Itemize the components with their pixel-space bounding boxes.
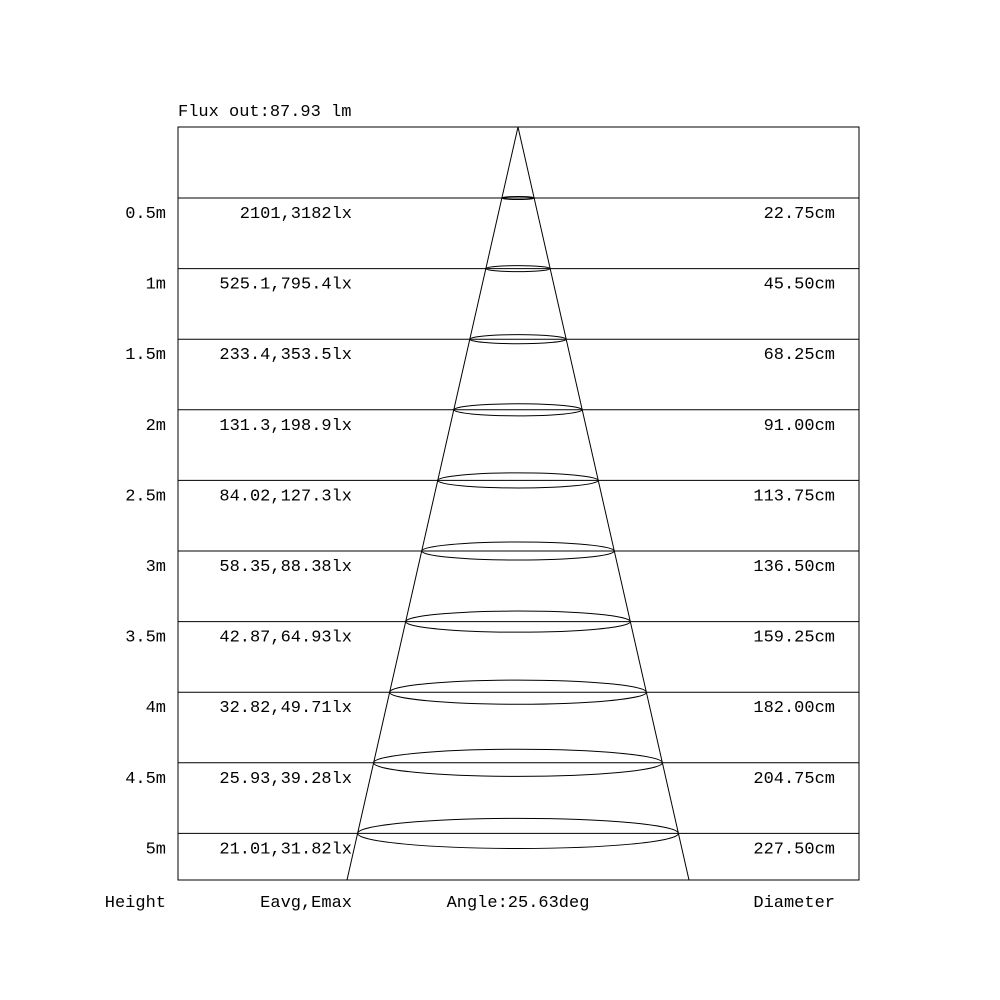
lux-column-label: Eavg,Emax	[260, 894, 352, 913]
row-height-label: 1m	[145, 275, 166, 295]
row-diameter-label: 45.50cm	[763, 275, 835, 295]
row-diameter-label: 182.00cm	[753, 699, 835, 719]
row-diameter-label: 136.50cm	[753, 558, 835, 577]
row-lux-label: 131.3,198.9lx	[219, 416, 352, 436]
row-height-label: 0.5m	[125, 205, 166, 224]
height-column-label: Height	[104, 894, 166, 913]
row-height-label: 2.5m	[125, 487, 166, 507]
rows-layer	[125, 196, 859, 859]
row-diameter-label: 91.00cm	[763, 416, 835, 436]
row-lux-label: 2101,3182lx	[239, 205, 352, 224]
row-diameter-label: 113.75cm	[753, 487, 835, 507]
row-diameter-label: 204.75cm	[753, 769, 835, 789]
beam-cone-right-edge	[518, 127, 689, 880]
row-lux-label: 84.02,127.3lx	[219, 487, 352, 507]
row-height-label: 2m	[145, 416, 166, 436]
row-lux-label: 42.87,64.93lx	[219, 628, 352, 648]
row-height-label: 4.5m	[125, 769, 166, 789]
row-diameter-label: 22.75cm	[763, 205, 835, 224]
row-diameter-label: 227.50cm	[753, 840, 835, 860]
row-lux-label: 525.1,795.4lx	[219, 275, 352, 295]
row-height-label: 4m	[145, 699, 166, 719]
diameter-column-label: Diameter	[753, 894, 835, 913]
row-diameter-label: 159.25cm	[753, 628, 835, 648]
row-height-label: 3m	[145, 558, 166, 577]
row-lux-label: 233.4,353.5lx	[219, 346, 352, 366]
angle-label: Angle:25.63deg	[446, 894, 590, 913]
row-height-label: 5m	[145, 840, 166, 860]
row-height-label: 1.5m	[125, 346, 166, 366]
row-diameter-label: 68.25cm	[763, 346, 835, 366]
row-lux-label: 25.93,39.28lx	[219, 769, 352, 789]
row-height-label: 3.5m	[125, 628, 166, 648]
flux-label: Flux out:87.93 lm	[178, 103, 352, 122]
row-lux-label: 32.82,49.71lx	[219, 699, 352, 719]
row-lux-label: 58.35,88.38lx	[219, 558, 352, 577]
beam-cone-left-edge	[347, 127, 518, 880]
row-lux-label: 21.01,31.82lx	[219, 840, 352, 860]
